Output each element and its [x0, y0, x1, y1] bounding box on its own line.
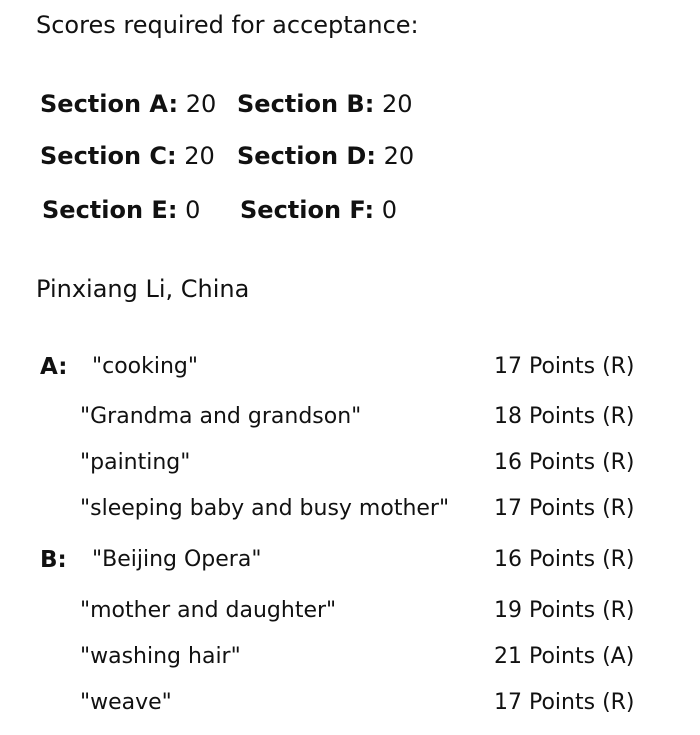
requirement-label: Section B: [237, 90, 375, 118]
entry-points: 17 Points (R) [494, 690, 635, 715]
entry-points: 17 Points (R) [494, 496, 635, 521]
entry-title: "sleeping baby and busy mother" [80, 496, 450, 521]
list-item [0, 400, 700, 434]
entry-title: "mother and daughter" [80, 598, 337, 623]
requirement-value: 20 [381, 90, 413, 118]
list-item [0, 446, 700, 480]
requirement-value: 0 [381, 196, 398, 224]
entry-title: "Grandma and grandson" [80, 404, 362, 429]
requirement-row-2 [0, 139, 700, 173]
entry-title: "washing hair" [80, 644, 241, 669]
requirement-label: Section C: [40, 142, 177, 170]
section-label: B: [40, 547, 67, 573]
section-label: A: [40, 354, 68, 380]
list-item [0, 543, 700, 577]
requirement-label: Section F: [240, 196, 375, 224]
acceptance-heading: Scores required for acceptance: [36, 11, 419, 39]
requirement-section-b [237, 87, 413, 121]
entry-points: 16 Points (R) [494, 450, 635, 475]
requirement-value: 20 [184, 142, 215, 170]
entry-points: 21 Points (A) [494, 644, 635, 669]
requirement-value: 20 [185, 90, 217, 118]
entry-title: "painting" [80, 450, 191, 475]
list-item [0, 492, 700, 526]
entry-title: "cooking" [92, 354, 199, 379]
list-item [0, 594, 700, 628]
requirement-row-3 [0, 193, 700, 227]
requirement-section-c [40, 139, 215, 173]
requirement-section-f [240, 193, 397, 227]
applicant-name: Pinxiang Li, China [36, 275, 250, 303]
entry-title: "Beijing Opera" [92, 547, 262, 572]
entry-points: 18 Points (R) [494, 404, 635, 429]
requirement-row-1 [0, 87, 700, 121]
entry-points: 16 Points (R) [494, 547, 635, 572]
list-item [0, 686, 700, 720]
requirement-label: Section D: [237, 142, 376, 170]
requirement-section-e [42, 193, 200, 227]
requirement-value: 20 [383, 142, 415, 170]
requirement-value: 0 [185, 196, 201, 224]
entry-points: 17 Points (R) [494, 354, 635, 379]
requirement-label: Section E: [42, 196, 178, 224]
entry-title: "weave" [80, 690, 172, 715]
requirement-label: Section A: [40, 90, 179, 118]
requirement-section-d [237, 139, 414, 173]
requirement-section-a [40, 87, 216, 121]
list-item [0, 350, 700, 384]
entry-points: 19 Points (R) [494, 598, 635, 623]
list-item [0, 640, 700, 674]
